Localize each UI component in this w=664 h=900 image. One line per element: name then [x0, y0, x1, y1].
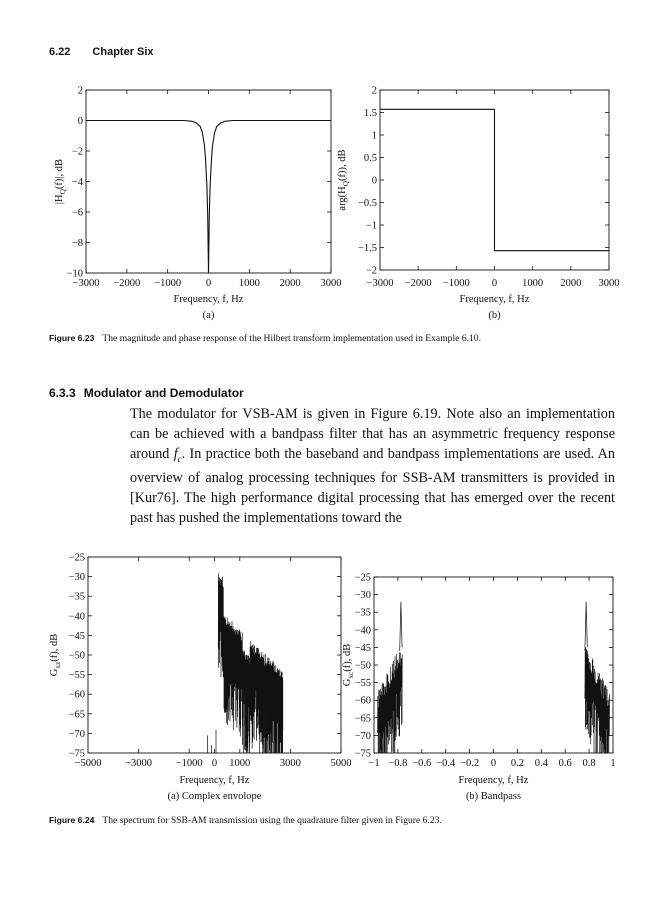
body-paragraph [130, 405, 615, 529]
fig624b-xtick-label: −1 [368, 758, 380, 769]
fig623b-ytick-label: 1 [371, 130, 377, 142]
figure-6-23-label: Figure 6.23 [49, 333, 95, 343]
fig624b-ytick-label: −25 [354, 572, 371, 584]
fig624b-ytick-label: −50 [354, 660, 371, 672]
fig624a-ytick-label: −65 [68, 709, 85, 721]
fig623b-xtick-label: 2000 [560, 278, 582, 289]
fig623a-plot-frame [86, 90, 331, 273]
fig623b-ytick-label: −1.5 [357, 243, 377, 254]
fig624b-ytick-label: −60 [354, 695, 371, 707]
fig623a-ytick-label: 2 [77, 85, 83, 97]
fig624a-xtick-label: −3000 [125, 758, 153, 769]
fig624b-ytick-label: −40 [354, 625, 371, 637]
section-number: 6.3.3 [49, 386, 76, 400]
body-text-part-1: The modulator for VSB-AM is given in Figure 6.19. Note also an implementation can be achieved with a bandpass filter that has an asymmetric frequency response around [130, 406, 615, 462]
fig623a-ytick-label: −6 [71, 207, 83, 219]
fig624b-ytick-label: −70 [354, 730, 371, 742]
fig623b-ytick-label: 0.5 [363, 153, 377, 164]
fig623b-xtick-label: 0 [491, 278, 498, 289]
fig623a-xtick-label: 2000 [279, 278, 301, 289]
fc-symbol: f [173, 445, 178, 462]
fig623b-plot-frame [380, 90, 609, 270]
fig624a-xtick-label: 3000 [279, 758, 301, 769]
section-title: Modulator and Demodulator [83, 386, 244, 400]
fig624a-ylabel: $G_{xz}(f)$, dB [49, 633, 62, 677]
fig624b-xtick-label: 0.2 [510, 758, 524, 769]
fig623b-ylabel: $arg(H_Q(f))$, dB [337, 149, 350, 211]
fig623b-xtick-label: −3000 [366, 278, 394, 289]
fig624a-xlabel: Frequency, f, Hz [179, 775, 250, 786]
fig623b-ytick-label: −0.5 [357, 198, 377, 209]
section-heading [49, 386, 244, 400]
fig623b-xtick-label: −1000 [442, 278, 470, 289]
fig624b-ytick-label: −45 [354, 642, 371, 654]
fig624a-ytick-label: −70 [68, 728, 85, 740]
body-text-part-2: . In practice both the baseband and bandpass implementations are used. An overview of analog processing techniques for SSB-AM transmitters is provided in [Kur76]. The high performance digital processing that has emerged over the recent past has pushed the implementations toward the [130, 445, 615, 526]
fig624b-ytick-label: −55 [354, 678, 371, 690]
figure-6-24-text: The spectrum for SSB-AM transmission using the quadrature filter given in Figure 6.23. [102, 815, 442, 826]
fig624b-ytick-label: −35 [354, 607, 371, 619]
fig623b-series-line [380, 109, 609, 250]
fig624a-xtick-label: 0 [211, 758, 218, 769]
fig623a-series-line [86, 121, 331, 274]
page-number: 6.22 [49, 46, 71, 58]
fig624a-xtick-label: −5000 [74, 758, 102, 769]
fig624a-ytick-label: −40 [68, 611, 85, 623]
fig624a-ytick-label: −30 [68, 572, 85, 584]
fig624a-xtick-label: 5000 [330, 758, 352, 769]
fig623b-ytick-label: 2 [371, 85, 377, 97]
fc-subscript: c [177, 453, 182, 464]
fig624b-xtick-label: −0.4 [436, 758, 456, 769]
fig623a-xtick-label: 3000 [320, 278, 342, 289]
fig623b-xtick-label: 3000 [598, 278, 620, 289]
fig623a-ytick-label: −10 [66, 268, 83, 280]
page-header [49, 46, 154, 58]
fig623a-ytick-label: −8 [71, 238, 83, 249]
fig624b-xlabel: Frequency, f, Hz [458, 775, 529, 786]
fig624b-xtick-label: 0.8 [582, 758, 596, 769]
fig623b-xtick-label: 1000 [522, 278, 544, 289]
fig624b-series-spectrum [378, 602, 610, 753]
fig624a-series-spectrum [207, 573, 282, 753]
fig624b-ylabel: $G_{xc}(f)$, dB [342, 643, 355, 687]
fig624b-xtick-label: −0.2 [460, 758, 480, 769]
fig624b-xtick-label: 0.6 [558, 758, 572, 769]
figure-6-23-caption [49, 333, 481, 344]
fig624a-xtick-label: 1000 [229, 758, 251, 769]
chapter-title: Chapter Six [92, 46, 154, 58]
fig624b-xtick-label: 0 [490, 758, 497, 769]
fig623a-xtick-label: 0 [205, 278, 212, 289]
fig624b-xtick-label: −0.8 [388, 758, 408, 769]
fig624a-sublabel: (a) Complex envolope [167, 791, 262, 802]
figure-6-24-caption [49, 815, 442, 826]
fig624b-ytick-label: −75 [354, 748, 371, 760]
fig623a-ytick-label: −2 [71, 146, 83, 158]
fig623a-sublabel: (a) [202, 310, 215, 321]
fig624a-ytick-label: −35 [68, 591, 85, 603]
fig624b-plot-frame [374, 577, 613, 753]
fig624b-ytick-label: −30 [354, 590, 371, 602]
fig624b-ytick-label: −65 [354, 713, 371, 725]
fig623b-xtick-label: −2000 [404, 278, 432, 289]
fig624a-ytick-label: −55 [68, 670, 85, 682]
fig623a-xlabel: Frequency, f, Hz [173, 294, 244, 305]
fig623a-xtick-label: −1000 [154, 278, 182, 289]
fig624a-plot-frame [88, 557, 341, 753]
fig623b-ytick-label: −1 [365, 220, 377, 232]
fig624a-ytick-label: −45 [68, 630, 85, 642]
fig624b-sublabel: (b) Bandpass [465, 791, 522, 802]
fig623a-xtick-label: −2000 [113, 278, 141, 289]
figure-6-23-text: The magnitude and phase response of the Hilbert transform implementation used in Example 6.10. [102, 333, 481, 344]
fig623a-ytick-label: −4 [71, 177, 83, 188]
figure-6-24-label: Figure 6.24 [49, 815, 95, 825]
fig624a-xtick-label: −1000 [175, 758, 203, 769]
fig623b-ytick-label: 0 [371, 175, 377, 187]
fig624a-ytick-label: −60 [68, 689, 85, 701]
fig624a-ytick-label: −75 [68, 748, 85, 760]
fig624a-ytick-label: −25 [68, 552, 85, 564]
fig623b-ytick-label: 1.5 [363, 108, 377, 119]
fig623a-ylabel: $|H_Q(f)|$, dB [54, 158, 67, 205]
fig623b-sublabel: (b) [488, 310, 501, 321]
fig623a-xtick-label: 1000 [238, 278, 260, 289]
fig624b-xtick-label: −0.6 [412, 758, 432, 769]
fig623b-ytick-label: −2 [365, 265, 377, 277]
fig624b-xtick-label: 1 [610, 758, 616, 769]
fig624b-xtick-label: 0.4 [534, 758, 548, 769]
fig623a-ytick-label: 0 [77, 116, 83, 127]
fig623b-xlabel: Frequency, f, Hz [459, 294, 530, 305]
fig624a-ytick-label: −50 [68, 650, 85, 662]
fig623a-xtick-label: −3000 [72, 278, 100, 289]
